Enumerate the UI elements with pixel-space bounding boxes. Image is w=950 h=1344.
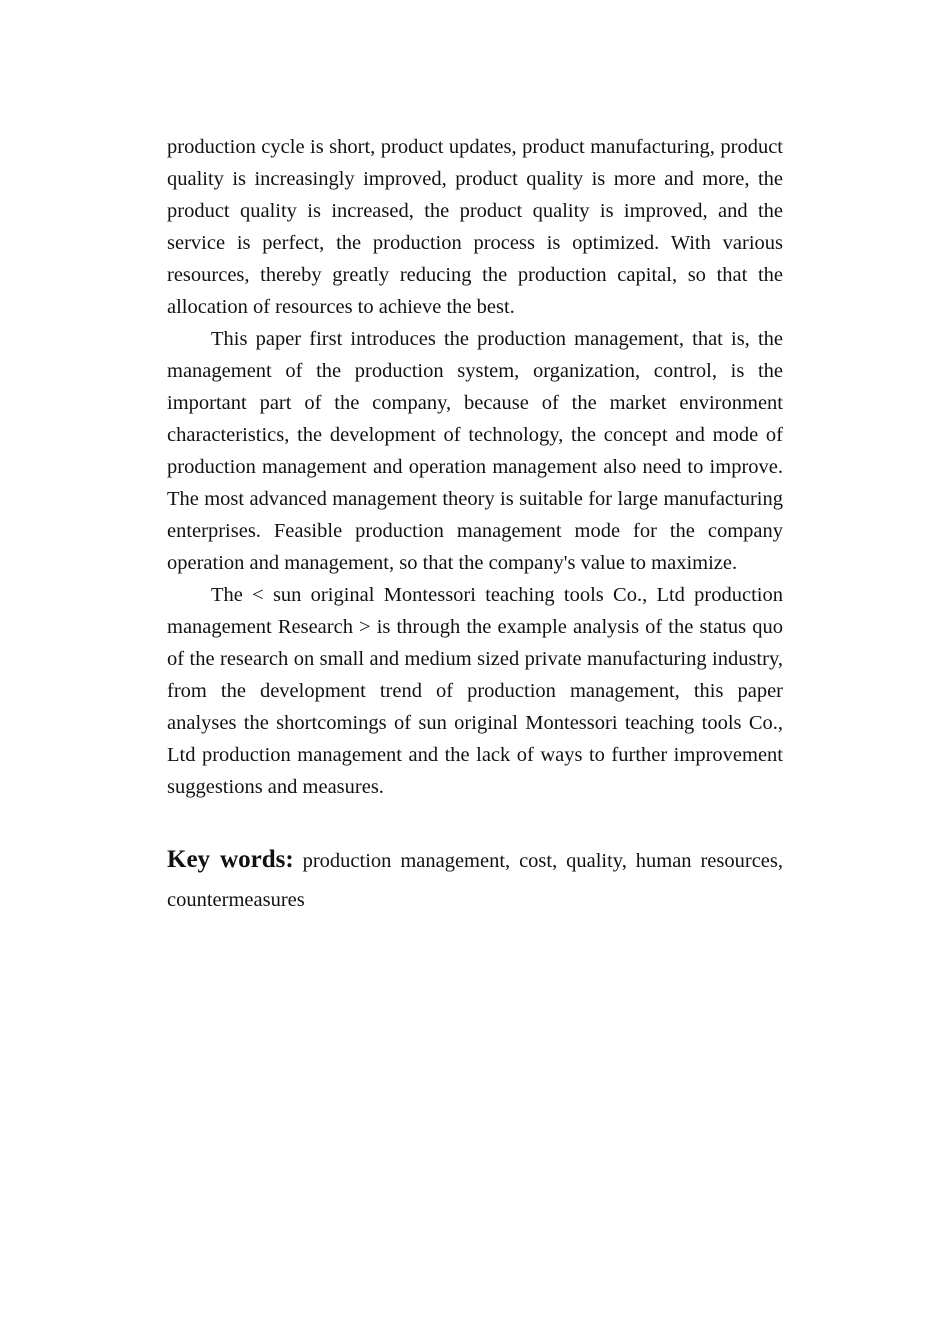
keywords-text: production management, cost, quality, human resources, countermeasures (167, 850, 783, 911)
keywords-line (167, 840, 783, 920)
abstract-paragraph-3: The < sun original Montessori teaching tools Co., Ltd production management Research > is through the example analysis of the status quo of the research on small and medium sized private manufacturing industry, from the development trend of production management, this paper analyses the shortcomings of sun original Montessori teaching tools Co., Ltd production management and the lack of ways to further improvement suggestions and measures. (167, 584, 783, 798)
abstract-paragraph-2: This paper first introduces the production management, that is, the management of the production system, organization, control, is the important part of the company, because of the market environment characteristics, the development of technology, the concept and mode of production management and operation management also need to improve. The most advanced management theory is suitable for large manufacturing enterprises. Feasible production management mode for the company operation and management, so that the company's value to maximize. (167, 328, 783, 574)
abstract-paragraph-1: production cycle is short, product updates, product manufacturing, product quality is increasingly improved, product quality is more and more, the product quality is increased, the product quality is improved, and the service is perfect, the production process is optimized. With various resources, thereby greatly reducing the production capital, so that the allocation of resources to achieve the best. (167, 136, 783, 318)
abstract-page (167, 131, 783, 920)
keywords-label: Key words: (167, 846, 294, 873)
